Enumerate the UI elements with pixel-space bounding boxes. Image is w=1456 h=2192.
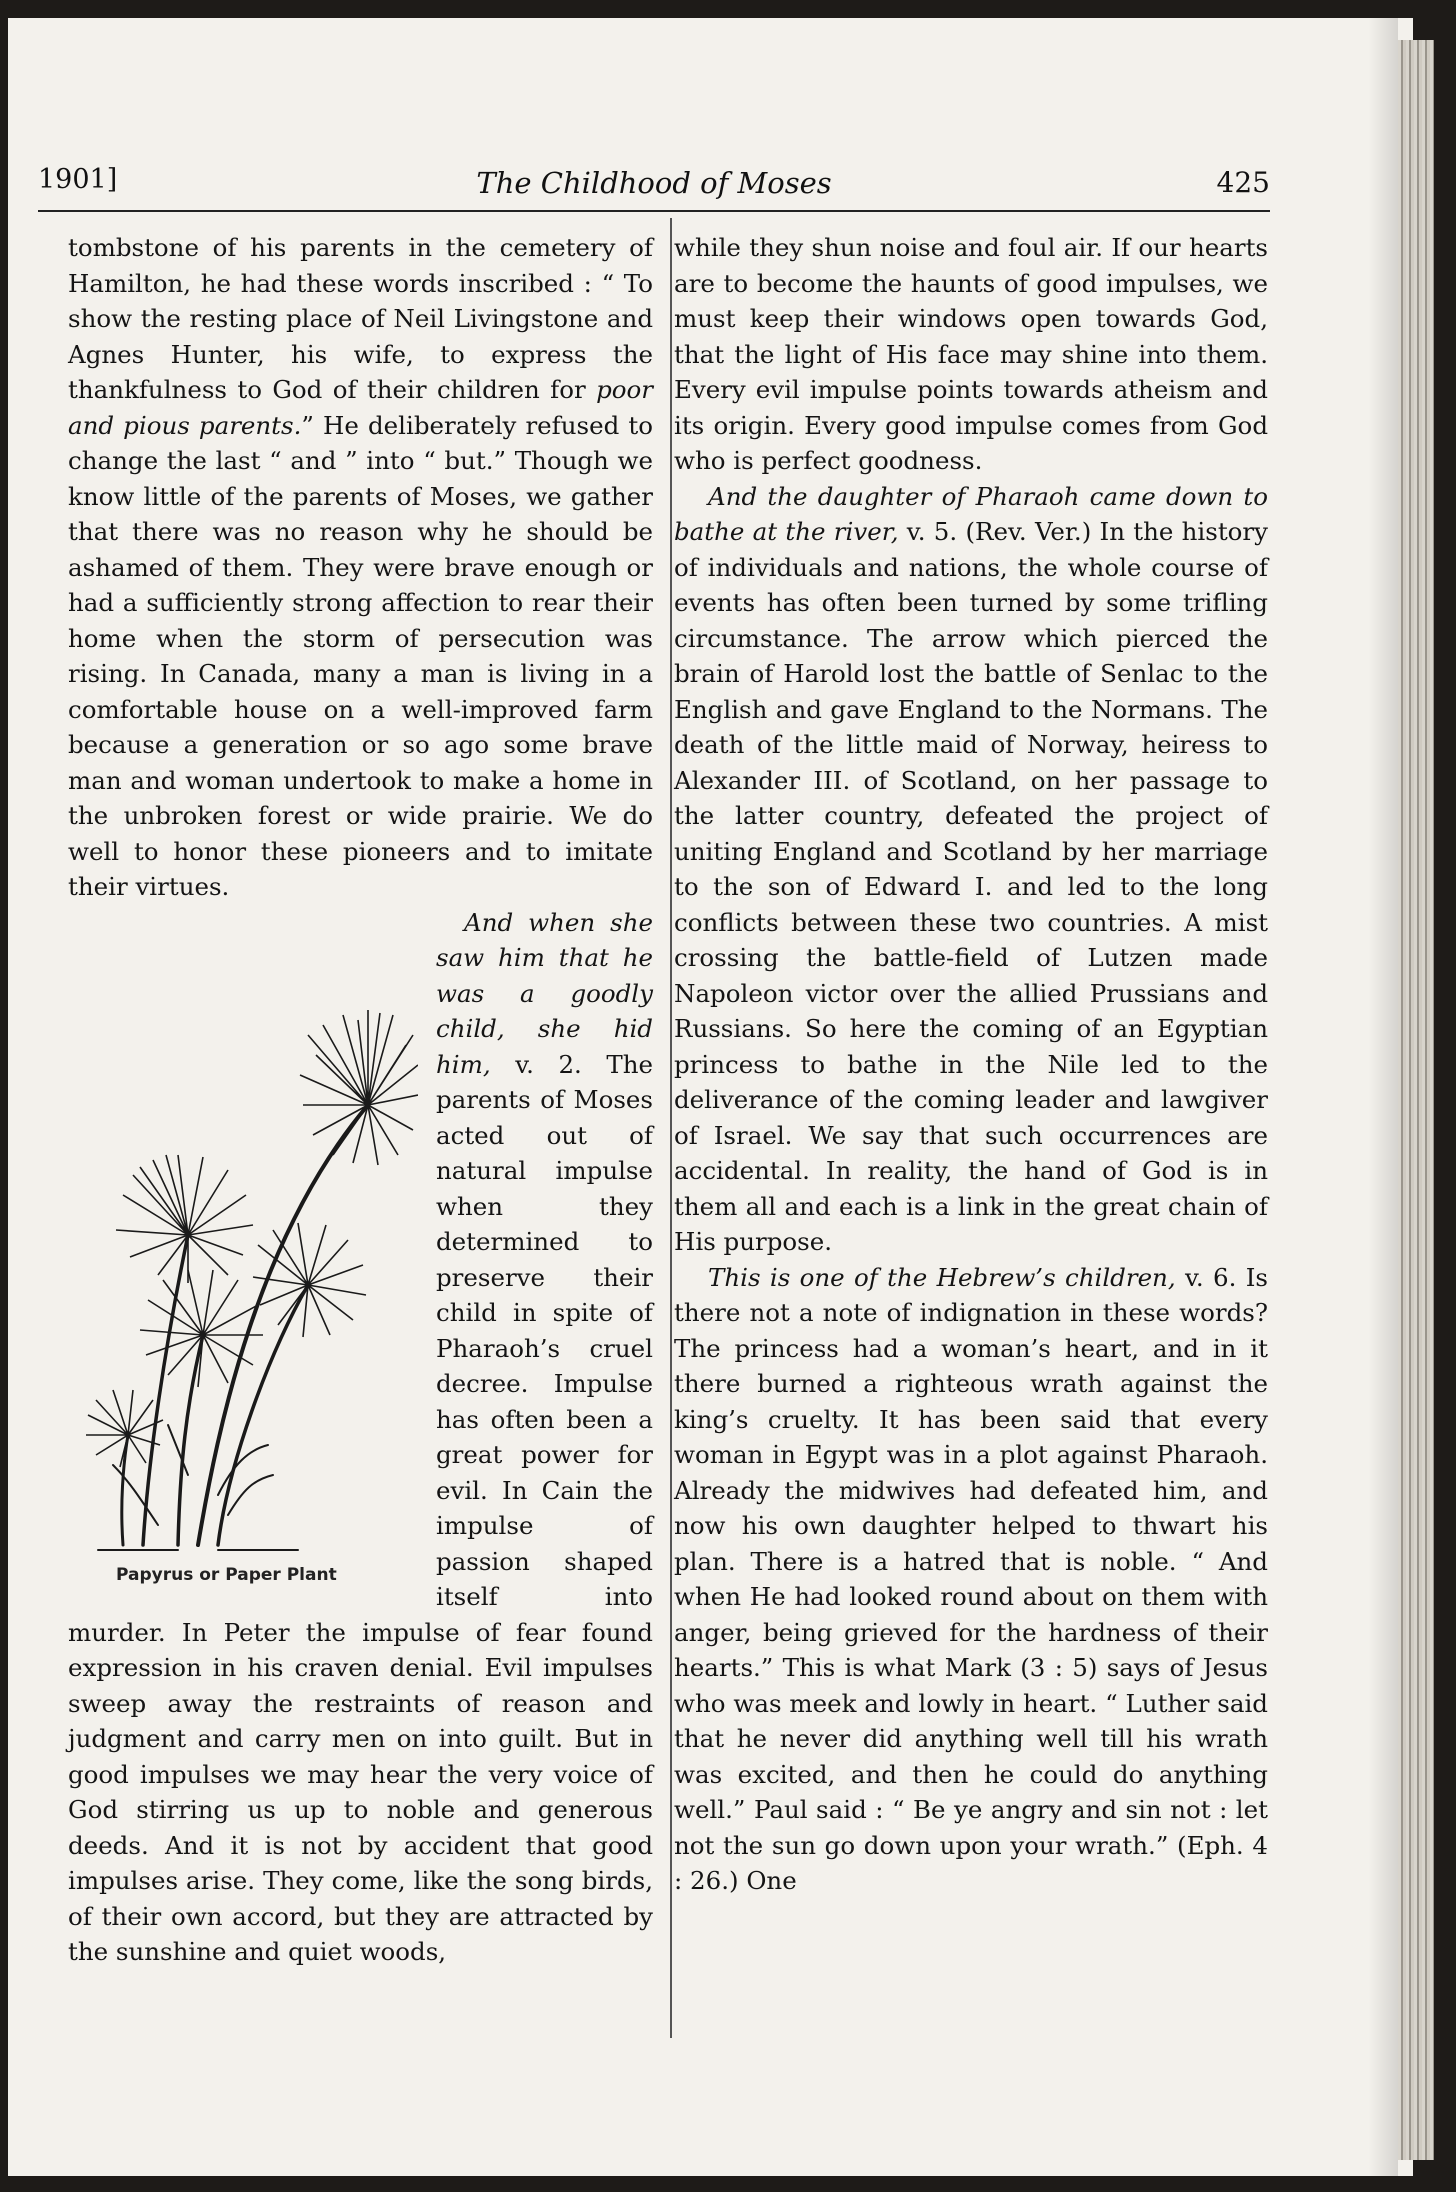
papyrus-drawing	[68, 905, 418, 1555]
left-column	[68, 230, 653, 1970]
right-column	[674, 230, 1268, 1899]
header-rule	[38, 210, 1270, 212]
paragraph	[674, 230, 1268, 479]
italic-phrase: poor and pious parents.	[68, 375, 654, 440]
paragraph	[674, 479, 1268, 1260]
paragraph	[68, 230, 653, 905]
page-number: 425	[1216, 166, 1270, 199]
paragraph-text: v. 6. Is there not a note of indignation in these words? The princess had a woman’s heart, and in it there burned a righteous wrath against the king’s cruelty. It has been said that every woman in Egypt was in a plot against Pharaoh. Already the midwives had defeated him, and now his own daughter helped to thwart his plan. There is a hatred that is noble. “ And when He had looked round about on them with anger, being grieved for the hardness of their hearts.” This is what Mark (3 : 5) says of Jesus who was meek and lowly in heart. “ Luther said that he never did anything well till his wrath was excited, and then he could do anything well.” Paul said : “ Be ye angry and sin not : let not the sun go down upon your wrath.” (Eph. 4 : 26.) One	[674, 1262, 1268, 1895]
italic-phrase: This is one of the Hebrew’s children,	[708, 1262, 1176, 1292]
gutter-shadow	[1368, 18, 1398, 2176]
paragraph-text: ” He deliberately refused to change the last “ and ” into “ but.” Though we know little of the parents of Moses, we gather that there was no reason why he should be ashamed of them. They were brave enough or had a sufficiently strong affection to rear their home when the storm of persecution was rising. In Canada, many a man is living in a comfortable house on a well-improved farm because a generation or so ago some brave man and woman undertook to make a home in the unbroken forest or wide prairie. We do well to honor these pioneers and to imitate their virtues.	[68, 410, 653, 901]
header-title: The Childhood of Moses	[476, 166, 832, 200]
page-edges	[1398, 40, 1434, 2160]
paragraph-text: while they shun noise and foul air. If our hearts are to become the haunts of good impulses, we must keep their windows open towards God, that the light of His face may shine into them. Every evil impulse points towards atheism and its origin. Every good impulse comes from God who is perfect goodness.	[674, 233, 1268, 475]
paragraph	[674, 1260, 1268, 1899]
figure-caption: Papyrus or Paper Plant	[116, 1564, 337, 1585]
header-year: 1901]	[38, 164, 118, 195]
italic-phrase: And the daughter of Pharaoh came down to bathe at the river,	[674, 481, 1268, 546]
paragraph-text: tombstone of his parents in the cemetery of Hamilton, he had these words inscribed : “ To show the resting place of Neil Livingstone and Agnes Hunter, his wife, to express the thankfulness to God of their children for	[68, 233, 653, 404]
running-head	[38, 160, 1270, 210]
papyrus-illustration	[68, 905, 418, 1600]
italic-phrase: And when she saw him that he was a goodly child, she hid him,	[436, 907, 653, 1079]
paragraph-text: v. 5. (Rev. Ver.) In the history of individuals and nations, the whole course of events has often been turned by some trifling circumstance. The arrow which pierced the brain of Harold lost the battle of Senlac to the English and gave England to the Normans. The death of the little maid of Norway, heiress to Alexander III. of Scotland, on her passage to the latter country, defeated the project of uniting England and Scotland by her marriage to the son of Edward I. and led to the long conflicts between these two countries. A mist crossing the battle-field of Lutzen made Napoleon victor over the allied Prussians and Russians. So here the coming of an Egyptian princess to bathe in the Nile led to the deliverance of the coming leader and lawgiver of Israel. We say that such occurrences are accidental. In reality, the hand of God is in them all and each is a link in the great chain of His purpose.	[674, 517, 1268, 1256]
column-rule	[670, 218, 672, 2038]
paragraph-text: v. 2. The parents of Moses acted out of natural impulse when they determined to preserve their child in spite of Pharaoh’s cruel decree. Impulse has often been a great power for evil. In Cain the impulse of passion shaped itself into murder. In Peter the impulse of fear found expression in his craven denial. Evil impulses sweep away the restraints of reason and judgment and carry men on into guilt. But in good impulses we may hear the very voice of God stirring us up to noble and generous deeds. And it is not by accident that good impulses arise. They come, like the song birds, of their own accord, but they are attracted by the sunshine and quiet woods,	[68, 1049, 653, 1966]
